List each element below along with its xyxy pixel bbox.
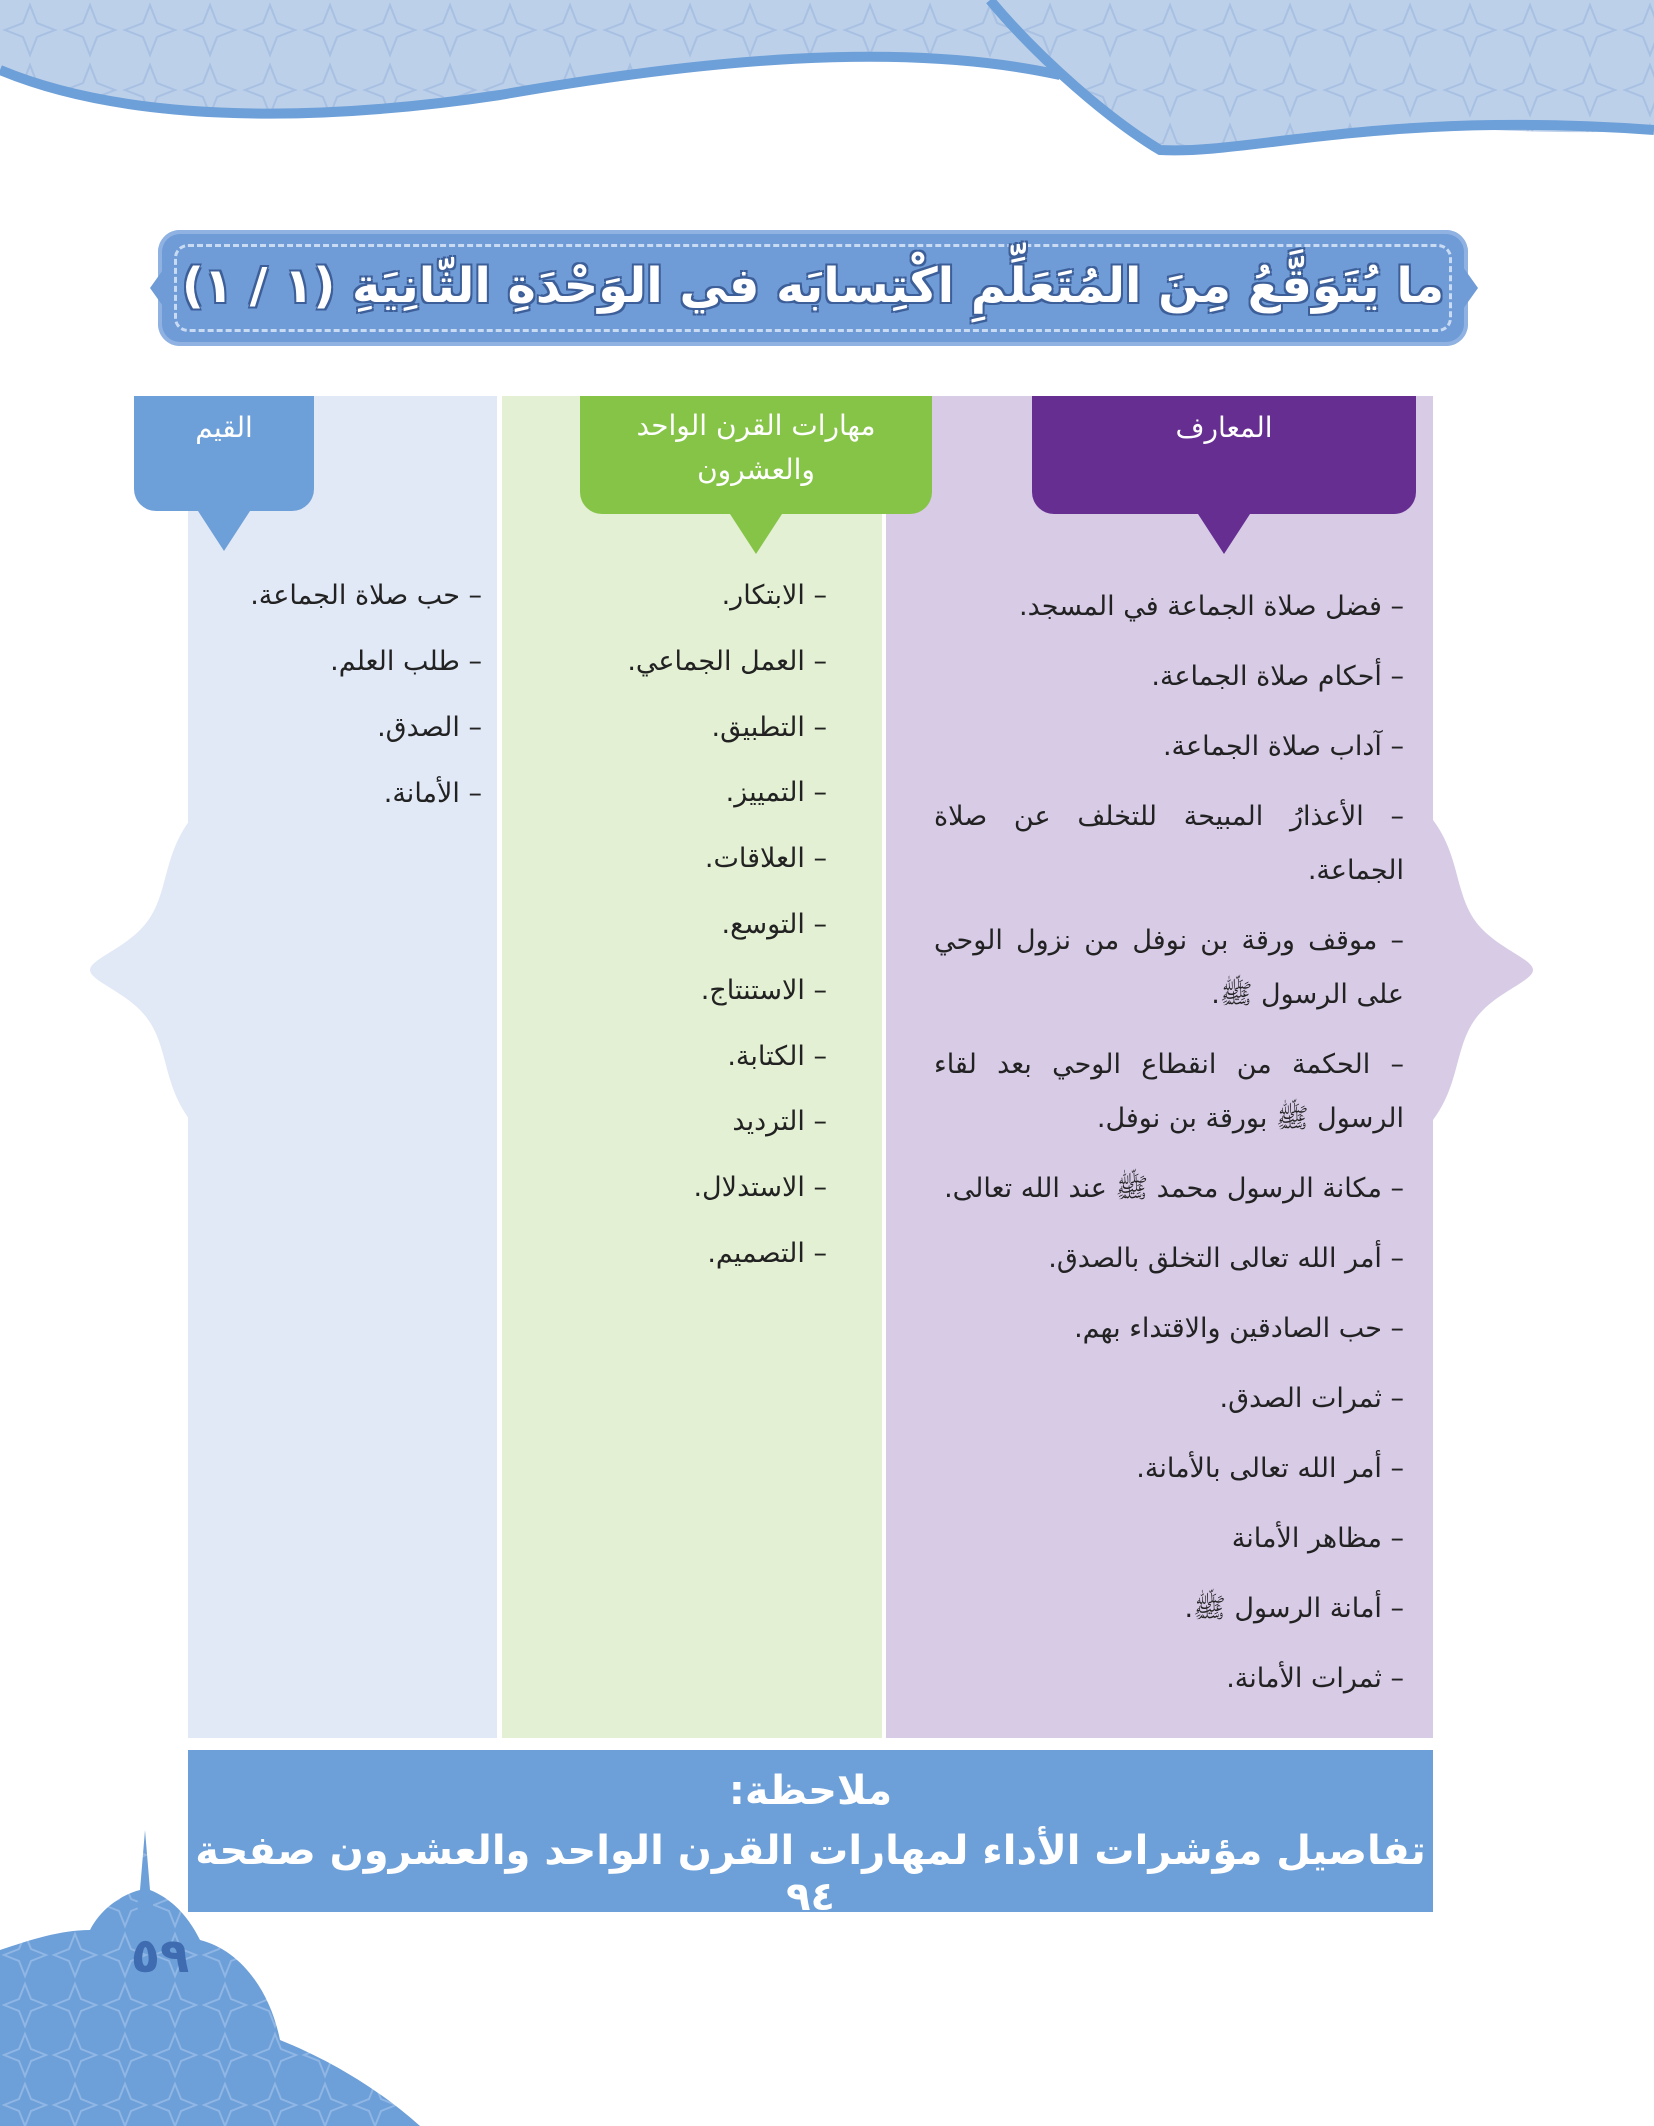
list-item: – العمل الجماعي.: [627, 645, 827, 677]
title-right-ornament: [1458, 260, 1478, 316]
list-item: – الاستنتاج.: [700, 974, 827, 1006]
list-item: – ثمرات الصدق.: [1219, 1383, 1404, 1414]
list-item: – حب صلاة الجماعة.: [250, 580, 482, 611]
note-title: ملاحظة:: [728, 1768, 893, 1814]
values-list: [182, 580, 482, 844]
knowledge-header-label: المعارف: [1175, 411, 1273, 444]
list-item: – أمانة الرسول ﷺ.: [1184, 1593, 1404, 1624]
knowledge-list: [934, 580, 1404, 1722]
left-side-ornament: [90, 820, 190, 1120]
values-header-label: القيم: [195, 411, 253, 444]
page-title: ما يُتَوَقَّعُ مِنَ المُتَعَلِّمِ اكْتِسابَه في الوَحْدَةِ الثّانِيَةِ (١ / ١): [181, 258, 1445, 314]
skills-list: [467, 580, 827, 1304]
list-item: – الحكمة من انقطاع الوحي بعد لقاء الرسول ﷺ بورقة بن نوفل.: [934, 1049, 1404, 1134]
skills-header-pointer: [730, 514, 782, 554]
list-item: – آداب صلاة الجماعة.: [1162, 731, 1404, 762]
list-item: – أمر الله تعالى بالأمانة.: [1136, 1453, 1404, 1484]
knowledge-header-pointer: [1198, 514, 1250, 554]
list-item: – التمييز.: [725, 777, 827, 809]
values-header-pointer: [198, 511, 250, 551]
list-item: – أمر الله تعالى التخلق بالصدق.: [1048, 1243, 1404, 1274]
list-item: – الصدق.: [377, 712, 482, 743]
list-item: – التطبيق.: [711, 711, 827, 743]
list-item: – الترديد: [732, 1106, 827, 1138]
list-item: – الأعذارُ المبيحة للتخلف عن صلاة الجماعة.: [934, 801, 1404, 886]
knowledge-header: [1032, 396, 1416, 514]
list-item: – الاستدلال.: [693, 1172, 827, 1204]
list-item: – الابتكار.: [721, 580, 827, 611]
list-item: – حب الصادقين والاقتداء بهم.: [1074, 1313, 1404, 1344]
skills-header: [580, 396, 932, 514]
list-item: – موقف ورقة بن نوفل من نزول الوحي على الرسول ﷺ.: [934, 925, 1404, 1010]
list-item: – أحكام صلاة الجماعة.: [1151, 661, 1404, 692]
list-item: – طلب العلم.: [330, 646, 482, 677]
title-left-ornament: [150, 260, 170, 316]
right-side-ornament: [1433, 820, 1533, 1120]
header-pattern-decoration: [0, 0, 1654, 200]
list-item: – فضل صلاة الجماعة في المسجد.: [1019, 591, 1404, 622]
note-text: تفاصيل مؤشرات الأداء لمهارات القرن الواحد والعشرون صفحة ٩٤: [195, 1828, 1426, 1920]
page-number: ٥٩: [130, 1928, 190, 1984]
list-item: – مظاهر الأمانة: [1231, 1523, 1404, 1554]
list-item: – الأمانة.: [383, 778, 482, 809]
title-banner: [158, 230, 1468, 346]
values-header: [134, 396, 314, 511]
list-item: – التصميم.: [707, 1237, 827, 1269]
list-item: – ثمرات الأمانة.: [1226, 1663, 1404, 1694]
list-item: – التوسع.: [721, 908, 827, 940]
list-item: – العلاقات.: [704, 843, 827, 875]
skills-header-label: مهارات القرن الواحد والعشرون: [636, 409, 876, 486]
list-item: – الكتابة.: [727, 1040, 827, 1072]
list-item: – مكانة الرسول محمد ﷺ عند الله تعالى.: [944, 1173, 1404, 1204]
